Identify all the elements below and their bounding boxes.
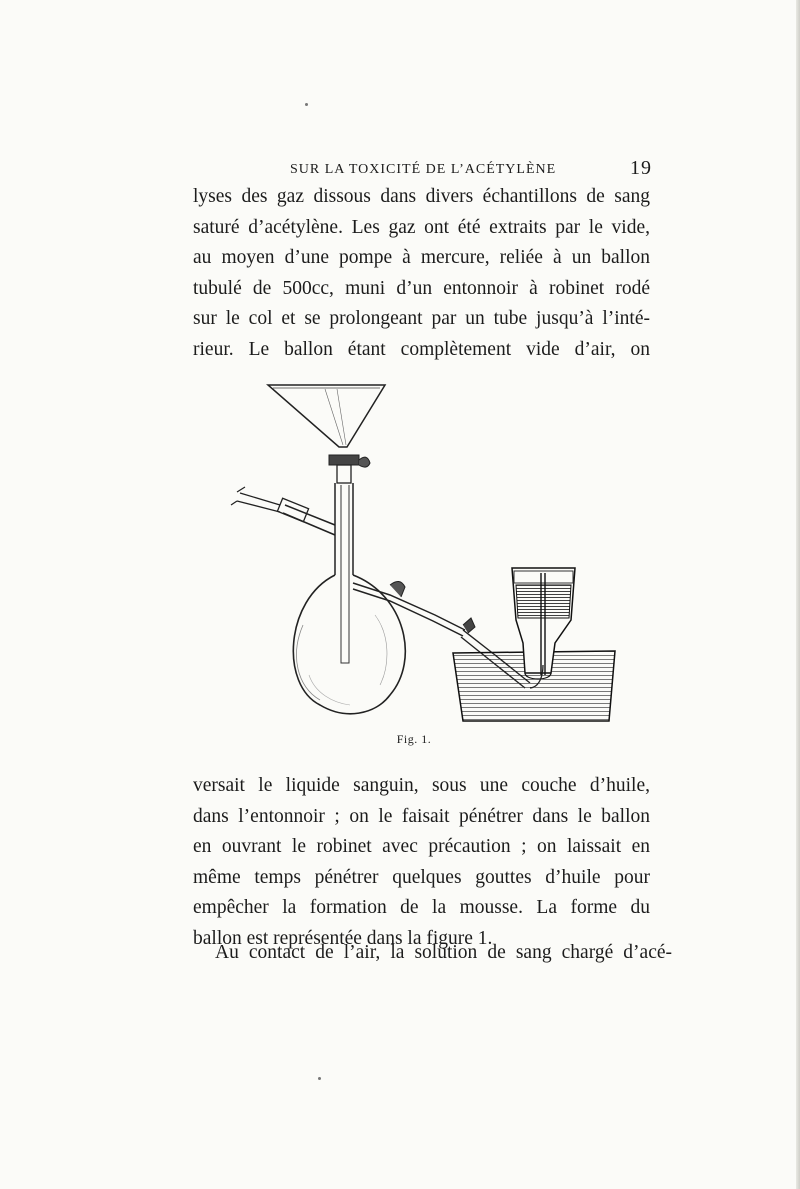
paragraph-1	[193, 182, 650, 365]
page-number: 19	[630, 157, 652, 179]
text-line: au moyen d’une pompe à mercure, reliée à un ballon	[193, 247, 650, 268]
text-line: tubulé de 500cc, muni d’un entonnoir à robinet rodé	[193, 277, 650, 299]
running-title: SUR LA TOXICITÉ DE L’ACÉTYLÈNE	[290, 162, 557, 177]
stopcock	[329, 455, 359, 465]
text-line: empêcher la formation de la mousse. La forme du	[193, 897, 650, 918]
paper-speck	[305, 103, 308, 106]
paper-speck	[318, 1077, 321, 1080]
paragraph-2	[193, 771, 650, 954]
text-line: rieur. Le ballon étant complètement vide d’air, on	[193, 338, 650, 360]
text-line: saturé d’acétylène. Les gaz ont été extraits par le vide,	[193, 216, 650, 238]
paragraph-3	[193, 938, 672, 969]
figure-apparatus	[225, 375, 625, 725]
figure-caption: Fig. 1.	[396, 732, 432, 746]
text-line: sur le col et se prolongeant par un tube jusqu’à l’inté-	[193, 308, 650, 329]
text-line: même temps pénétrer quelques gouttes d’huile pour	[193, 866, 650, 888]
page-edge	[796, 0, 800, 1189]
page-header	[290, 157, 652, 182]
text-line: en ouvrant le robinet avec précaution ; on laissait en	[193, 836, 650, 857]
text-line: dans l’entonnoir ; on le faisait pénétrer dans le ballon	[193, 805, 650, 827]
chemistry-apparatus-icon	[225, 375, 625, 725]
text-line: versait le liquide sanguin, sous une couche d’huile,	[193, 775, 650, 796]
text-line: Au contact de l’air, la solution de sang chargé d’acé-	[215, 942, 672, 963]
text-line: lyses des gaz dissous dans divers échantillons de sang	[193, 186, 650, 207]
text-line: ballon est représentée dans la figure 1.	[193, 927, 493, 949]
